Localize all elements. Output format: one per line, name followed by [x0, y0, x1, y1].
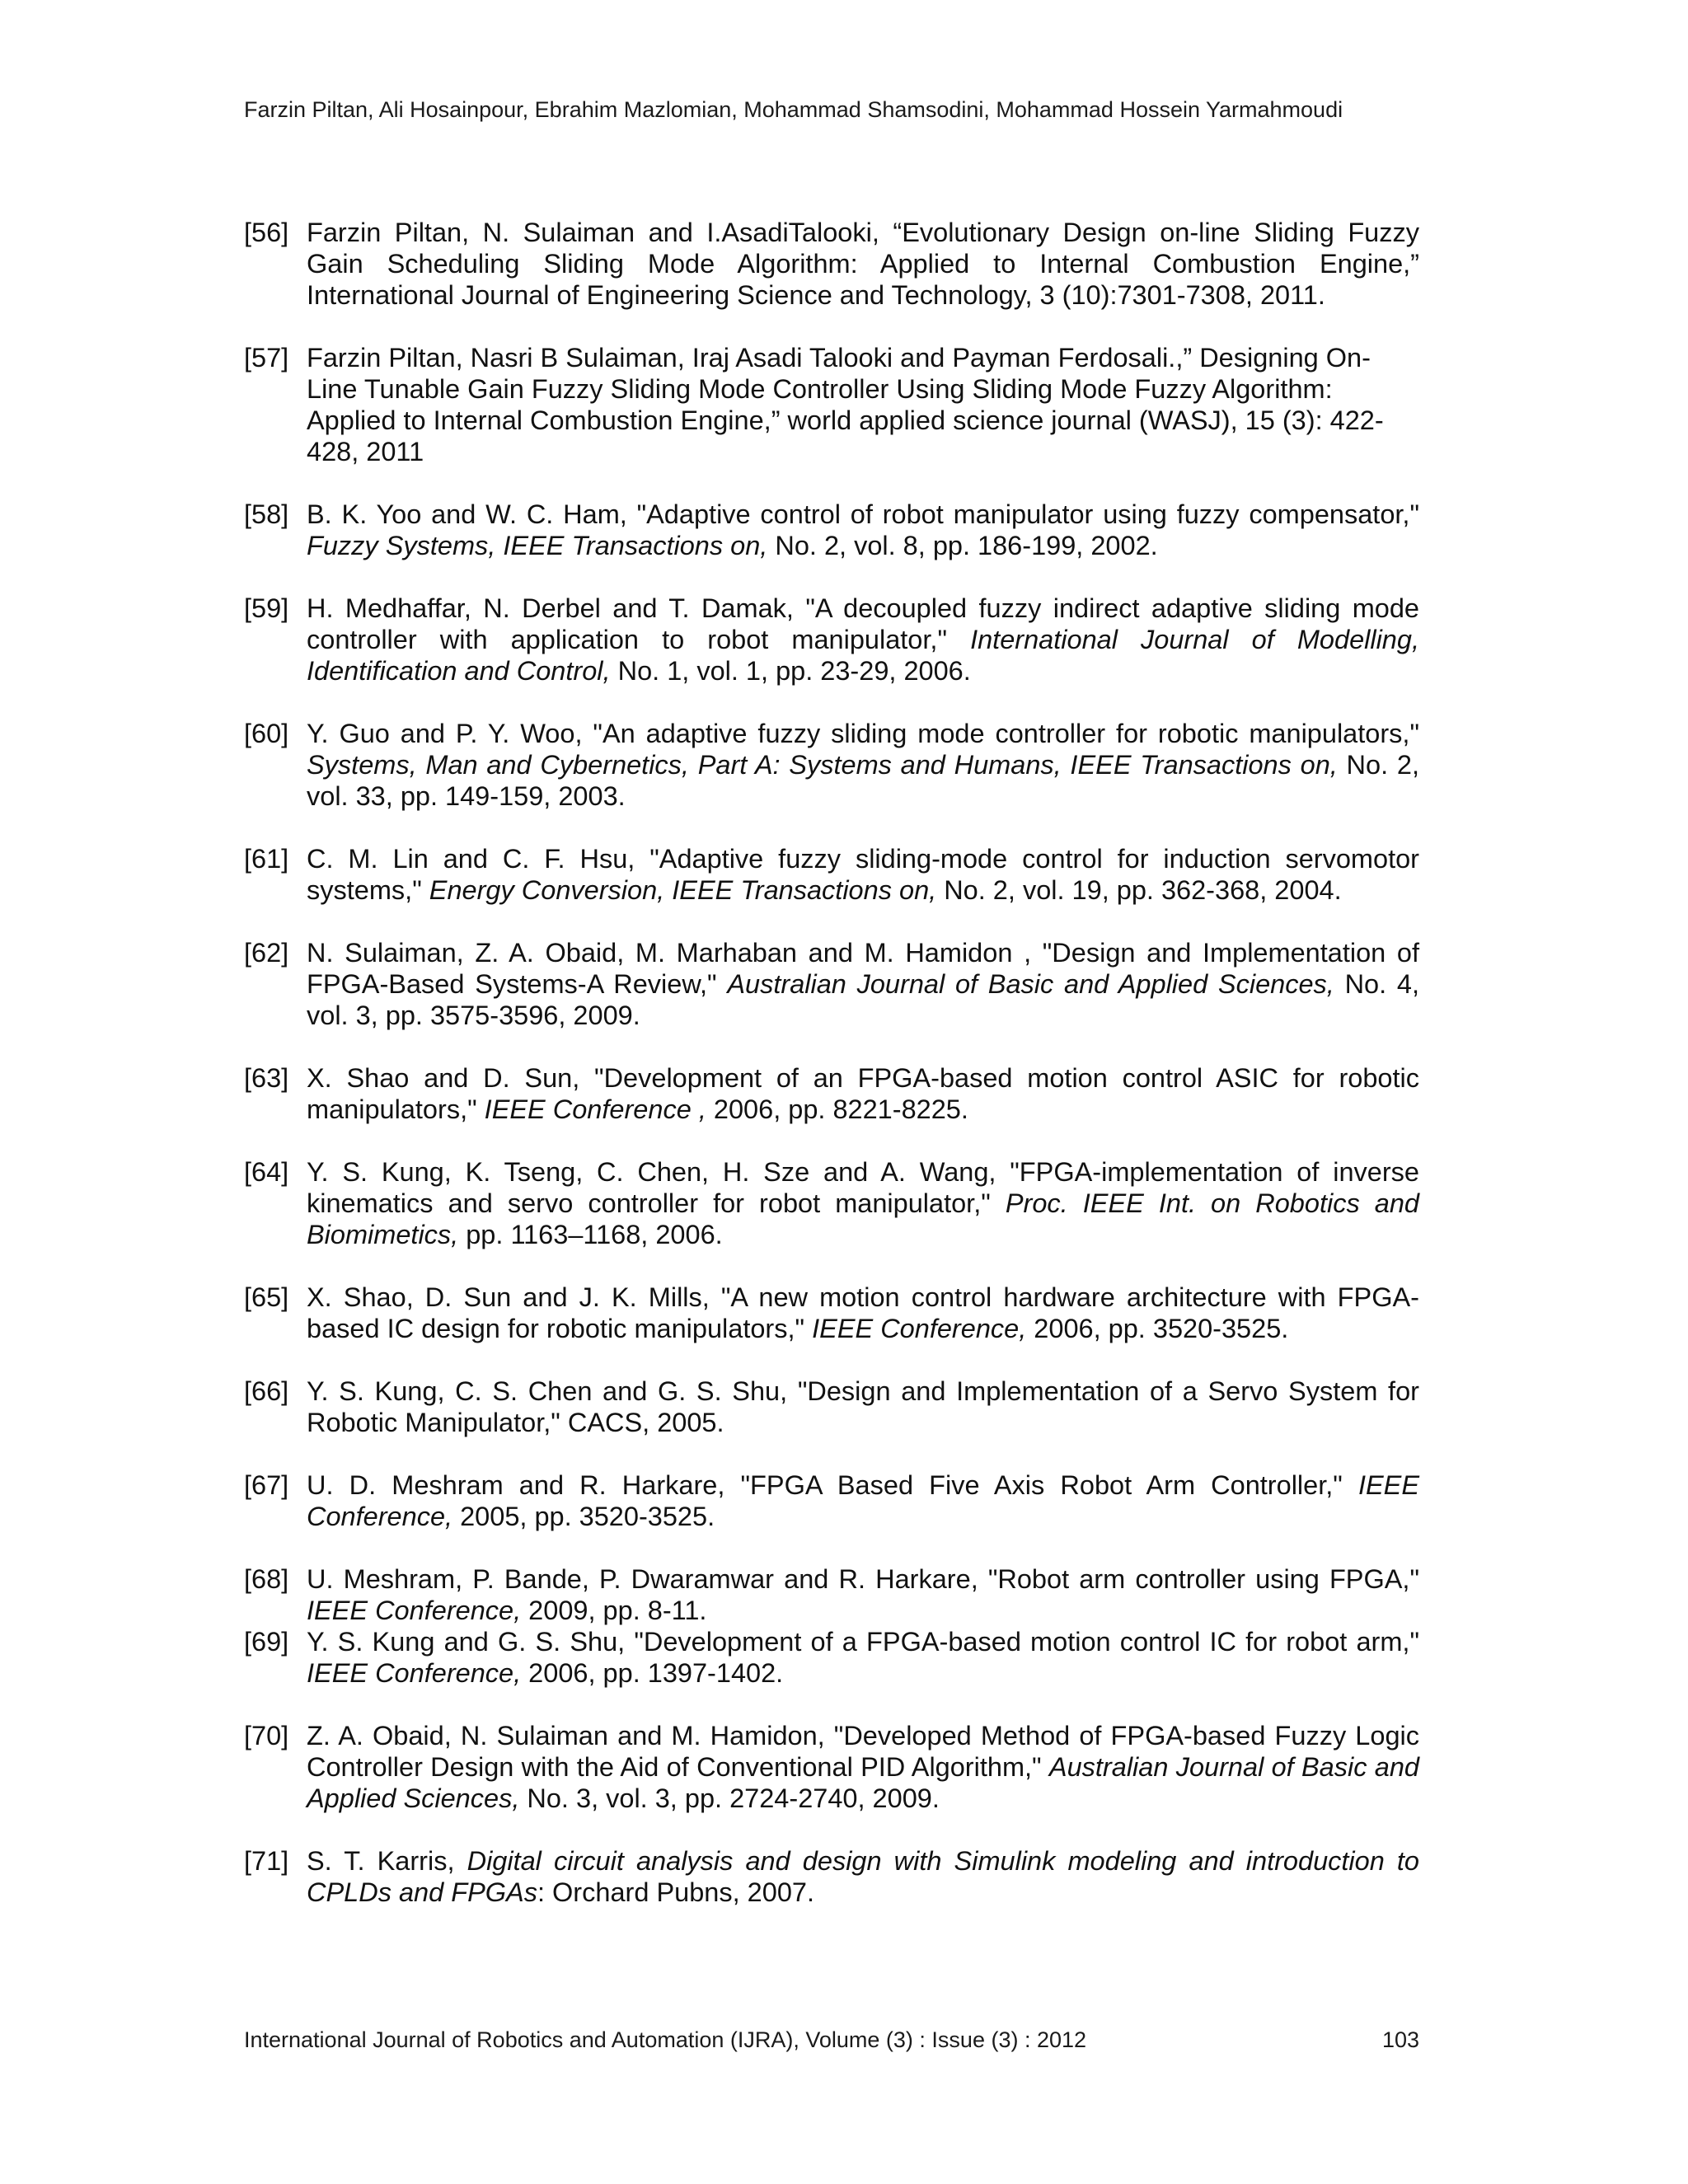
reference-segment: U. D. Meshram and R. Harkare, "FPGA Based Five Axis Robot Arm Controller,"	[307, 1470, 1358, 1500]
reference-text	[307, 1282, 1419, 1344]
reference-entry	[244, 499, 1419, 561]
reference-entry	[244, 1626, 1419, 1689]
reference-entry	[244, 342, 1419, 467]
reference-entry	[244, 1282, 1419, 1344]
reference-segment: 2005, pp. 3520-3525.	[452, 1502, 715, 1531]
reference-segment: X. Shao, D. Sun and J. K. Mills, "A new motion control hardware architecture with FPGA-based IC design for robotic manipulators,"	[307, 1282, 1419, 1343]
header-authors: Farzin Piltan, Ali Hosainpour, Ebrahim Mazlomian, Mohammad Shamsodini, Mohammad Hossein Yarmahmoudi	[244, 97, 1343, 122]
reference-segment: : Orchard Pubns, 2007.	[537, 1877, 814, 1907]
reference-number: [56]	[244, 218, 289, 247]
reference-text	[307, 342, 1419, 467]
reference-segment: N. Sulaiman, Z. A. Obaid, M. Marhaban and M. Hamidon , "Design and Implementation of FPGA-Based Systems-A Review,"	[307, 938, 1419, 999]
reference-segment: 2006, pp. 1397-1402.	[521, 1658, 784, 1688]
reference-text	[307, 1156, 1419, 1250]
reference-venue: Proc. IEEE Int. on Robotics and Biomimetics,	[307, 1188, 1419, 1249]
reference-segment: Farzin Piltan, N. Sulaiman and I.AsadiTalooki, “Evolutionary Design on-line Sliding Fuzzy Gain Scheduling Sliding Mode Algorithm: Applied to Internal Combustion Engine,” International Journal of Engineering Science and Technology, 3 (10):7301-7308, 2011.	[307, 218, 1419, 310]
page-number: 103	[1381, 2027, 1419, 2052]
reference-number: [62]	[244, 938, 289, 968]
running-header	[244, 96, 1456, 124]
reference-number: [59]	[244, 593, 289, 623]
reference-text	[307, 843, 1419, 906]
reference-venue: Energy Conversion, IEEE Transactions on,	[429, 875, 937, 905]
reference-entry	[244, 1845, 1419, 1908]
reference-segment: H. Medhaffar, N. Derbel and T. Damak, "A decoupled fuzzy indirect adaptive sliding mode controller with application to robot manipulator,"	[307, 593, 1419, 654]
reference-venue: Australian Journal of Basic and Applied Sciences,	[727, 969, 1334, 999]
reference-segment: No. 2, vol. 33, pp. 149-159, 2003.	[307, 750, 1419, 811]
reference-text	[307, 937, 1419, 1031]
reference-number: [64]	[244, 1157, 289, 1187]
reference-venue: IEEE Conference ,	[484, 1094, 706, 1124]
reference-segment: Z. A. Obaid, N. Sulaiman and M. Hamidon, "Developed Method of FPGA-based Fuzzy Logic Controller Design with the Aid of Conventional PID Algorithm,"	[307, 1721, 1419, 1782]
reference-segment: pp. 1163–1168, 2006.	[458, 1220, 723, 1249]
reference-venue: IEEE Conference,	[307, 1470, 1419, 1531]
page-footer	[244, 2026, 1419, 2054]
reference-venue: IEEE Conference,	[812, 1314, 1027, 1343]
reference-entry	[244, 217, 1419, 311]
reference-list	[244, 217, 1419, 1939]
reference-segment: X. Shao and D. Sun, "Development of an FPGA-based motion control ASIC for robotic manipulators,"	[307, 1063, 1419, 1124]
reference-number: [66]	[244, 1376, 289, 1406]
reference-entry	[244, 937, 1419, 1031]
reference-text	[307, 499, 1419, 561]
reference-entry	[244, 1563, 1419, 1626]
reference-venue: IEEE Conference,	[307, 1658, 522, 1688]
reference-segment: Y. Guo and P. Y. Woo, "An adaptive fuzzy sliding mode controller for robotic manipulators,"	[307, 719, 1419, 748]
reference-segment: No. 4, vol. 3, pp. 3575-3596, 2009.	[307, 969, 1419, 1030]
reference-number: [69]	[244, 1627, 289, 1657]
reference-text	[307, 1720, 1419, 1814]
reference-number: [67]	[244, 1470, 289, 1500]
reference-entry	[244, 1720, 1419, 1814]
reference-venue: IEEE Conference,	[307, 1596, 522, 1625]
reference-venue: Systems, Man and Cybernetics, Part A: Systems and Humans, IEEE Transactions on,	[307, 750, 1338, 780]
reference-text	[307, 1469, 1419, 1532]
reference-text	[307, 718, 1419, 812]
reference-segment: Y. S. Kung, K. Tseng, C. Chen, H. Sze and A. Wang, "FPGA-implementation of inverse kinematics and servo controller for robot manipulator,"	[307, 1157, 1419, 1218]
reference-number: [68]	[244, 1564, 289, 1594]
reference-segment: 2006, pp. 8221-8225.	[706, 1094, 968, 1124]
reference-segment: S. T. Karris,	[307, 1846, 467, 1876]
reference-venue: Digital circuit analysis and design with Simulink modeling and introduction to CPLDs and FPGAs	[307, 1846, 1419, 1907]
reference-segment: No. 2, vol. 19, pp. 362-368, 2004.	[936, 875, 1342, 905]
reference-segment: B. K. Yoo and W. C. Ham, "Adaptive control of robot manipulator using fuzzy compensator,"	[307, 499, 1419, 529]
reference-venue: Fuzzy Systems, IEEE Transactions on,	[307, 531, 768, 560]
reference-text	[307, 1626, 1419, 1689]
reference-number: [61]	[244, 844, 289, 874]
reference-text	[307, 1845, 1419, 1908]
reference-segment: Farzin Piltan, Nasri B Sulaiman, Iraj Asadi Talooki and Payman Ferdosali.,” Designing On-Line Tunable Gain Fuzzy Sliding Mode Controller Using Sliding Mode Fuzzy Algorithm: Applied to Internal Combustion Engine,” world applied science journal (WASJ), 15 (3): 422-428, 2011	[307, 343, 1384, 466]
reference-segment: 2009, pp. 8-11.	[521, 1596, 707, 1625]
reference-entry	[244, 718, 1419, 812]
reference-number: [58]	[244, 499, 289, 529]
reference-segment: U. Meshram, P. Bande, P. Dwaramwar and R. Harkare, "Robot arm controller using FPGA,"	[307, 1564, 1419, 1594]
reference-number: [71]	[244, 1846, 289, 1876]
reference-entry	[244, 1062, 1419, 1125]
reference-text	[307, 1376, 1419, 1438]
reference-text	[307, 593, 1419, 687]
reference-text	[307, 1062, 1419, 1125]
reference-number: [70]	[244, 1721, 289, 1750]
reference-entry	[244, 1469, 1419, 1532]
reference-segment: 2006, pp. 3520-3525.	[1026, 1314, 1289, 1343]
reference-text	[307, 1563, 1419, 1626]
reference-number: [65]	[244, 1282, 289, 1312]
reference-segment: C. M. Lin and C. F. Hsu, "Adaptive fuzzy sliding-mode control for induction servomotor systems,"	[307, 844, 1419, 905]
reference-segment: Y. S. Kung, C. S. Chen and G. S. Shu, "Design and Implementation of a Servo System for Robotic Manipulator," CACS, 2005.	[307, 1376, 1419, 1437]
reference-segment: Y. S. Kung and G. S. Shu, "Development of a FPGA-based motion control IC for robot arm,"	[307, 1627, 1419, 1657]
reference-venue: International Journal of Modelling, Identification and Control,	[307, 625, 1419, 686]
reference-segment: No. 1, vol. 1, pp. 23-29, 2006.	[610, 656, 971, 686]
reference-number: [60]	[244, 719, 289, 748]
reference-entry	[244, 843, 1419, 906]
reference-entry	[244, 1376, 1419, 1438]
reference-text	[307, 217, 1419, 311]
reference-venue: Australian Journal of Basic and Applied Sciences,	[307, 1752, 1419, 1813]
reference-number: [57]	[244, 343, 289, 373]
reference-segment: No. 2, vol. 8, pp. 186-199, 2002.	[767, 531, 1158, 560]
reference-entry	[244, 593, 1419, 687]
footer-journal: International Journal of Robotics and Automation (IJRA), Volume (3) : Issue (3) : 2012	[244, 2027, 1087, 2052]
reference-entry	[244, 1156, 1419, 1250]
reference-number: [63]	[244, 1063, 289, 1093]
reference-segment: No. 3, vol. 3, pp. 2724-2740, 2009.	[519, 1783, 940, 1813]
